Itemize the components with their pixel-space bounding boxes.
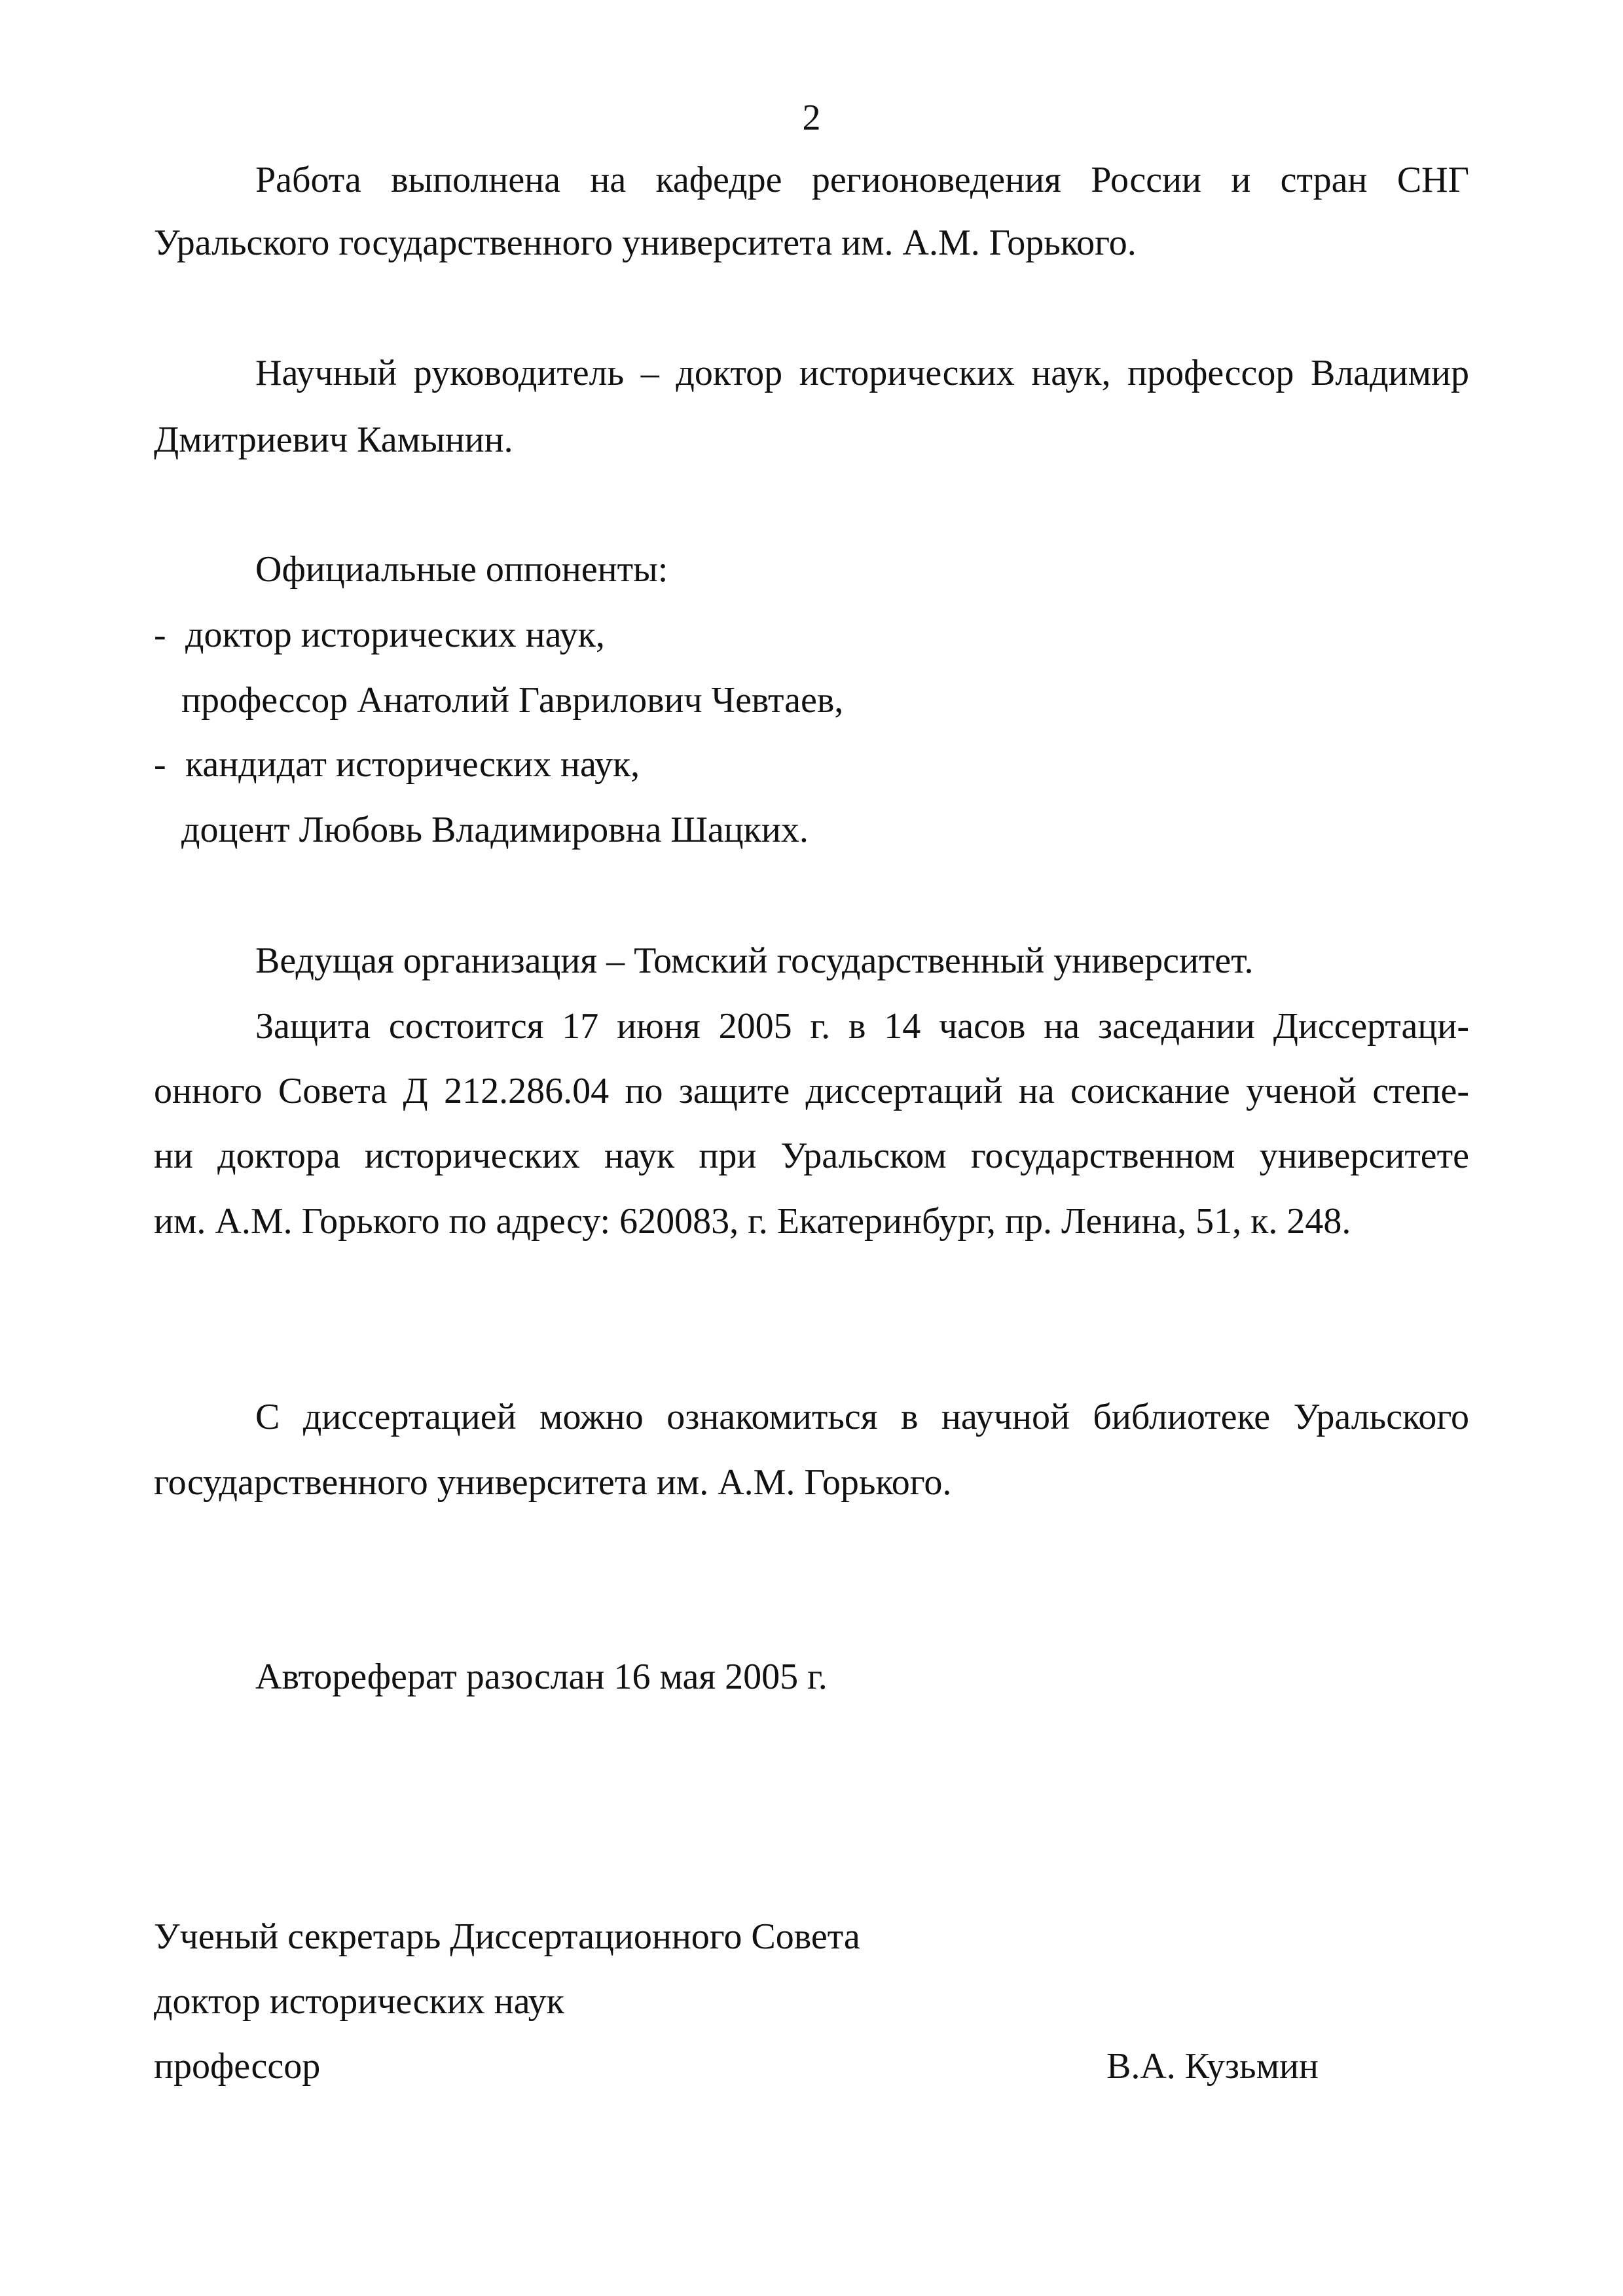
work-done-line-2: Уральского государственного университета им. А.М. Горького.	[154, 223, 1137, 263]
library-line-1: С диссертацией можно ознакомиться в научной библиотеке Уральского	[255, 1397, 1469, 1437]
opponent-2-degree: кандидат исторических наук,	[185, 744, 640, 785]
supervisor-line-1: Научный руководитель – доктор исторических наук, профессор Владимир	[255, 353, 1469, 393]
opponent-2-name: доцент Любовь Владимировна Шацких.	[181, 810, 809, 850]
defense-line-4: им. А.М. Горького по адресу: 620083, г. Екатеринбург, пр. Ленина, 51, к. 248.	[154, 1201, 1351, 1242]
page-number: 2	[802, 98, 821, 138]
abstract-sent: Автореферат разослан 16 мая 2005 г.	[255, 1657, 828, 1697]
opponent-1-name: профессор Анатолий Гаврилович Чевтаев,	[181, 680, 844, 721]
signature-title-line-2: доктор исторических наук	[154, 1981, 564, 2022]
leading-organization: Ведущая организация – Томский государственный университет.	[255, 941, 1254, 981]
opponent-2-bullet: -	[154, 744, 166, 785]
signature-title-line-3: профессор	[154, 2046, 321, 2087]
supervisor-line-2: Дмитриевич Камынин.	[154, 420, 513, 460]
signatory-name: В.А. Кузьмин	[1106, 2046, 1319, 2087]
opponent-1-degree: доктор исторических наук,	[185, 615, 605, 655]
opponent-1-bullet: -	[154, 615, 166, 655]
signature-title-line-1: Ученый секретарь Диссертационного Совета	[154, 1916, 860, 1957]
defense-line-3: ни доктора исторических наук при Уральском государственном университете	[154, 1136, 1469, 1176]
work-done-line-1: Работа выполнена на кафедре регионоведения России и стран СНГ	[255, 160, 1469, 200]
defense-line-2: онного Совета Д 212.286.04 по защите диссертаций на соискание ученой степе-	[154, 1071, 1469, 1111]
defense-line-1: Защита состоится 17 июня 2005 г. в 14 часов на заседании Диссертаци-	[255, 1006, 1469, 1047]
library-line-2: государственного университета им. А.М. Горького.	[154, 1462, 952, 1503]
opponents-heading: Официальные оппоненты:	[255, 549, 668, 590]
